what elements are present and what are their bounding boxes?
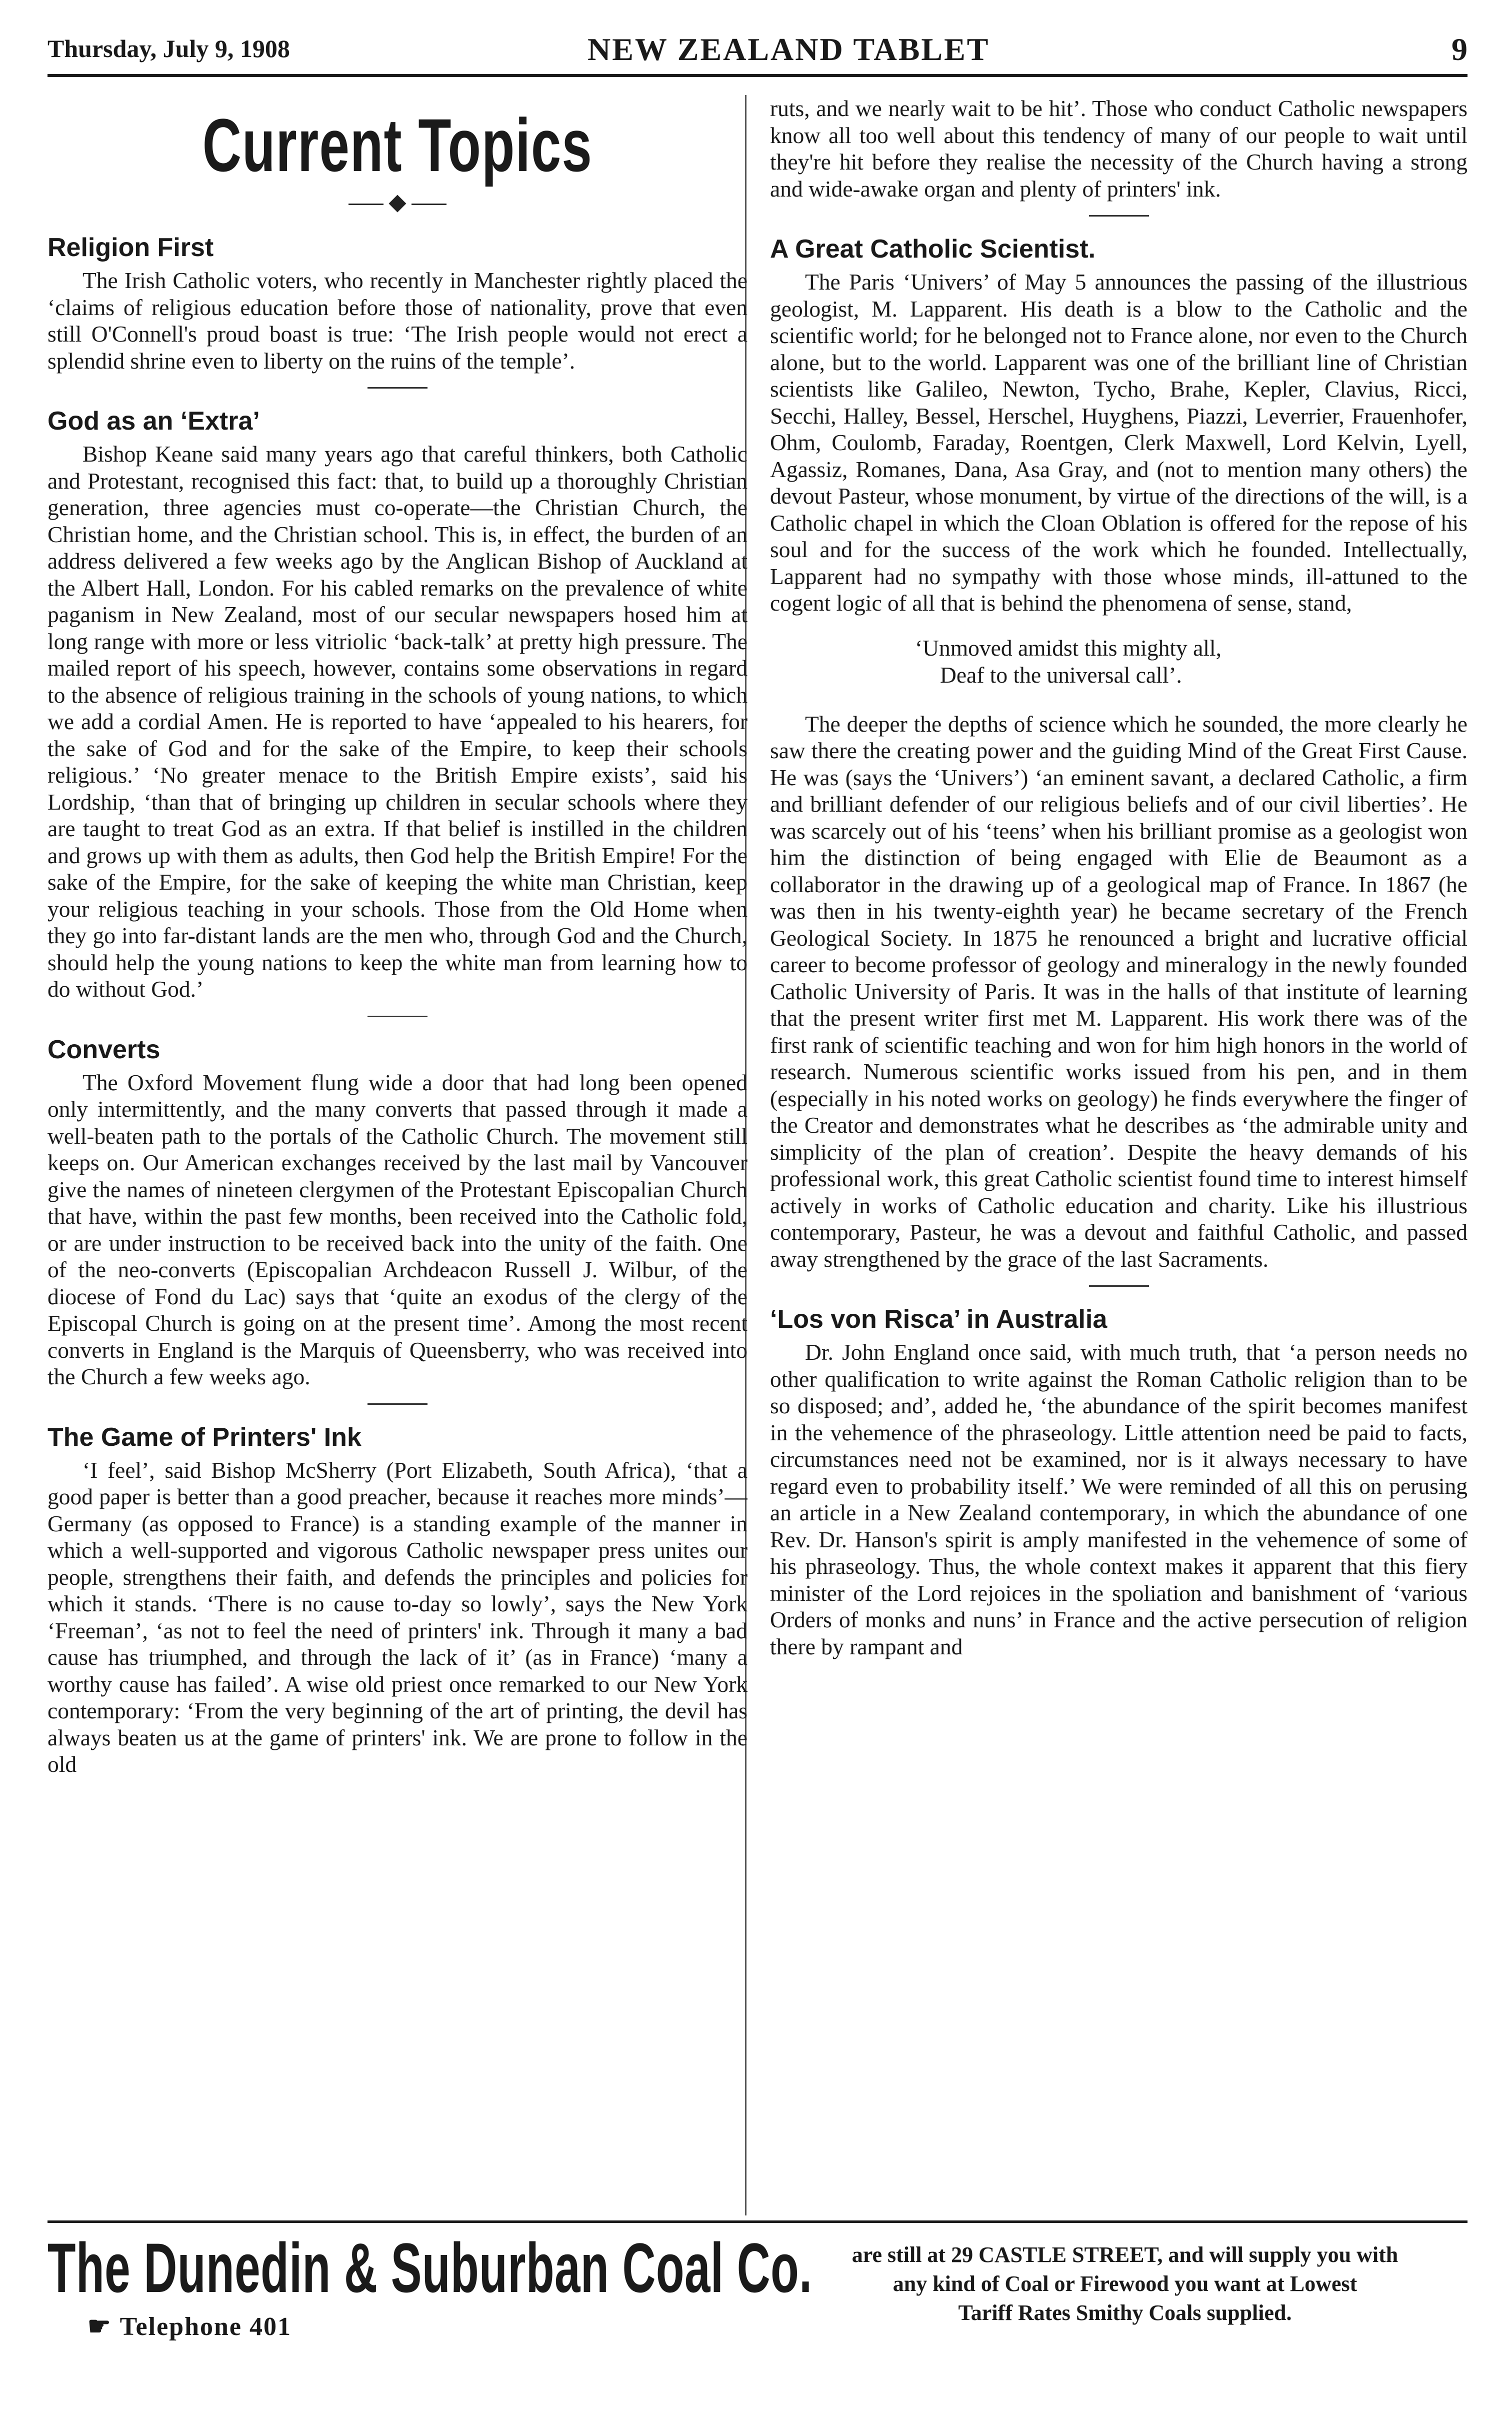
section-rule xyxy=(368,1016,428,1017)
advertiser-name: The Dunedin & Suburban Coal Co. xyxy=(48,2228,812,2307)
publication-title: NEW ZEALAND TABLET xyxy=(588,32,990,67)
ad-line: Tariff Rates Smithy Coals supplied. xyxy=(958,2300,1292,2325)
article-heading-religion-first: Religion First xyxy=(48,233,214,262)
article-continuation: ruts, and we nearly wait to be hit’. Those who conduct Catholic newspapers know all too well about this tendency of many of our people to wait until they're hit before they realise the necessity of the Church having a strong and wide-awake organ and plenty of printers' ink. xyxy=(770,96,1468,202)
right-column xyxy=(770,95,1468,2210)
page-number: 9 xyxy=(1452,32,1468,67)
left-column xyxy=(48,95,748,2210)
advertiser-telephone xyxy=(48,2311,758,2341)
verse-line: Deaf to the universal call’. xyxy=(940,662,1182,688)
article-heading-catholic-scientist: A Great Catholic Scientist. xyxy=(770,235,1096,264)
article-heading-printers-ink: The Game of Printers' Ink xyxy=(48,1422,362,1452)
diamond-ornament-icon: ◆ xyxy=(388,189,406,215)
advertisement-company xyxy=(48,2228,812,2395)
footer-rule xyxy=(48,2220,1468,2223)
masthead xyxy=(48,31,1468,71)
ornament-rule-left xyxy=(348,204,384,205)
section-title: Current Topics xyxy=(202,103,593,187)
ad-line: are still at 29 CASTLE STREET, and will supply you with xyxy=(852,2242,1398,2267)
masthead-rule xyxy=(48,74,1468,77)
issue-date: Thursday, July 9, 1908 xyxy=(48,35,290,63)
article-body-god-as-extra: Bishop Keane said many years ago that careful thinkers, both Catholic and Protestant, recognised this fact: that, to build up a thoroughly Christian generation, three agencies must co-operate—the Christian Church, the Christian home, and the Christian school. This is, in effect, the burden of an address delivered a few weeks ago by the Anglican Bishop of Auckland at the Albert Hall, London. For his cabled remarks on the prevalence of white paganism in New Zealand, most of our secular newspapers hosed him at long range with more or less vitriolic ‘back-talk’ at pretty high pressure. The mailed report of his speech, however, contains some observations in regard to the absence of religious training in the schools of young nations, to which we add a cordial Amen. He is reported to have ‘appealed to his hearers, for the sake of God and for the sake of the Empire, to keep their schools religious.’ ‘No greater menace to the British Empire exists’, said his Lordship, ‘than that of bringing up children in secular schools where they are taught to treat God as an extra. If that belief is instilled in the children and grows up with them as adults, then God help the British Empire! For the sake of the Empire, for the sake of keeping the white man Christian, keep your religious teaching in your schools. Those from the Old Home when they go into far-distant lands are the men who, through God and the Church, should help the young nations to keep the white man from learning how to do without God.’ xyxy=(48,441,748,1002)
article-body-religion-first: The Irish Catholic voters, who recently in Manchester rightly placed the ‘claims of religious education before those of nationality, prove that even still O'Connell's proud boast is true: ‘The Irish people would not erect a splendid shrine even to liberty on the ruins of the temple’. xyxy=(48,268,748,374)
section-rule xyxy=(1089,215,1149,217)
verse-line: ‘Unmoved amidst this mighty all, xyxy=(915,635,1222,661)
title-ornament xyxy=(48,188,748,215)
ad-line: any kind of Coal or Firewood you want at Lowest xyxy=(892,2271,1358,2296)
article-heading-converts: Converts xyxy=(48,1035,160,1064)
article-heading-los-von-risca: ‘Los von Risca’ in Australia xyxy=(770,1305,1108,1334)
article-body-scientist-p2: The deeper the depths of science which he sounded, the more clearly he saw there the creating power and the guiding Mind of the Great First Cause. He was (says the ‘Univers’) ‘an eminent savant, a declared Catholic, a firm and brilliant defender of our religious beliefs and of our civil liberties’. He was scarcely out of his ‘teens’ when his brilliant promise as a geologist won him the distinction of being engaged with Elie de Beaumont as a collaborator in the drawing up of a geological map of France. In 1867 (he was then in his twenty-eighth year) he became secretary of the French Geological Society. In 1875 he renounced a bright and lucrative official career to become professor of geology and mineralogy in the newly founded Catholic University of Paris. It was in the halls of that institute of learning that the present writer first met M. Lapparent. His work there was of the first rank of scientific teaching and won for him high honors in the world of research. Numerous scientific works issued from his pen, and in them (especially in his noted works on geology) he finds everywhere the finger of the Creator and demonstrates what he describes as ‘the admirable unity and simplicity of the plan of creation’. Despite the heavy demands of his professional work, this great Catholic scientist found time to interest himself actively in works of Catholic education and charity. Like his illustrious contemporary, Pasteur, he was a devout and faithful Catholic, and passed away strengthened by the grace of the last Sacraments. xyxy=(770,711,1468,1272)
section-rule xyxy=(1089,1285,1149,1287)
ornament-rule-right xyxy=(412,204,446,205)
article-body-los-von-risca: Dr. John England once said, with much truth, that ‘a person needs no other qualification to write against the Roman Catholic religion than to be so disposed; and’, added he, ‘the abundance of the spirit becomes manifest in the vehemence of the phraseology. Little attention need be paid to facts, circumstances need not be examined, nor is it always necessary to have regard even to probability itself.’ We were reminded of all this on perusing an article in a New Zealand contemporary, in which the abundance of one Rev. Dr. Hanson's spirit is amply manifested in the vehemence of some of his phraseology. Thus, the whole context makes it apparent that this fiery minister of the Lord rejoices in the spoliation and banishment of ‘various Orders of monks and nuns’ in France and the active persecution of religion there by rampant and xyxy=(770,1339,1468,1659)
article-body-converts: The Oxford Movement flung wide a door that had long been opened only intermittently, and the many converts that passed through it made a well-beaten path to the portals of the Catholic Church. The movement still keeps on. Our American exchanges received by the last mail by Vancouver give the names of nineteen clergymen of the Protestant Episcopalian Church that have, within the past few months, been received into the Catholic fold, or are under instruction to be received back into the unity of the faith. One of the neo-converts (Episcopalian Archdeacon Russell J. Wilbur, of the diocese of Fond du Lac) says that ‘quite an exodus of the clergy of the Episcopal Church is going on at the present time’. Among the most recent converts in England is the Marquis of Queensberry, who was received into the Church a few weeks ago. xyxy=(48,1069,748,1389)
advertisement-details xyxy=(780,2240,1470,2327)
article-body-printers-ink: ‘I feel’, said Bishop McSherry (Port Elizabeth, South Africa), ‘that a good paper is better than a good preacher, because it reaches more minds’—Germany (as opposed to France) is a standing example of the manner in which a well-supported and vigorous Catholic newspaper press unites our people, strengthens their faith, and defends the principles and policies for which it stands. ‘There is no cause to-day so lowly’, says the New York ‘Freeman’, ‘as not to feel the need of printers' ink. Through it many a bad cause has triumphed, and through the lack of it’ (as in France) ‘many a worthy cause has failed’. A wise old priest once remarked to our New York contemporary: ‘From the very beginning of the art of printing, the devil has always beaten us at the game of printers' ink. We are prone to follow in the old xyxy=(48,1457,748,1777)
telephone-label: Telephone 401 xyxy=(120,2312,292,2341)
article-heading-god-as-extra: God as an ‘Extra’ xyxy=(48,407,260,436)
article-body-scientist-p1: The Paris ‘Univers’ of May 5 announces the passing of the illustrious geologist, M. Lapparent. His death is a blow to the Catholic and the scientific world; for he belonged not to France alone, nor even to the Church alone, but to the world. Lapparent was one of the brilliant line of Christian scientists like Galileo, Newton, Tycho, Brahe, Kepler, Clavius, Ricci, Secchi, Halley, Bessel, Herschel, Huyghens, Piazzi, Leverrier, Frauenhofer, Ohm, Coulomb, Faraday, Roentgen, Clerk Maxwell, Lord Kelvin, Lyell, Agassiz, Romanes, Dana, Asa Gray, and (not to mention many others) the devout Pasteur, whose monument, by virtue of the directions of the will, is a Catholic chapel in which the Cloan Oblation is offered for the repose of his soul and for the success of the work which he founded. Intellectually, Lapparent had no sympathy with those whose minds, ill-attuned to the cogent logic of all that is behind the phenomena of sense, stand, xyxy=(770,269,1468,616)
verse-quote xyxy=(770,635,1468,689)
section-rule xyxy=(368,1403,428,1405)
section-rule xyxy=(368,387,428,389)
pointing-hand-icon: ☛ xyxy=(88,2312,112,2341)
